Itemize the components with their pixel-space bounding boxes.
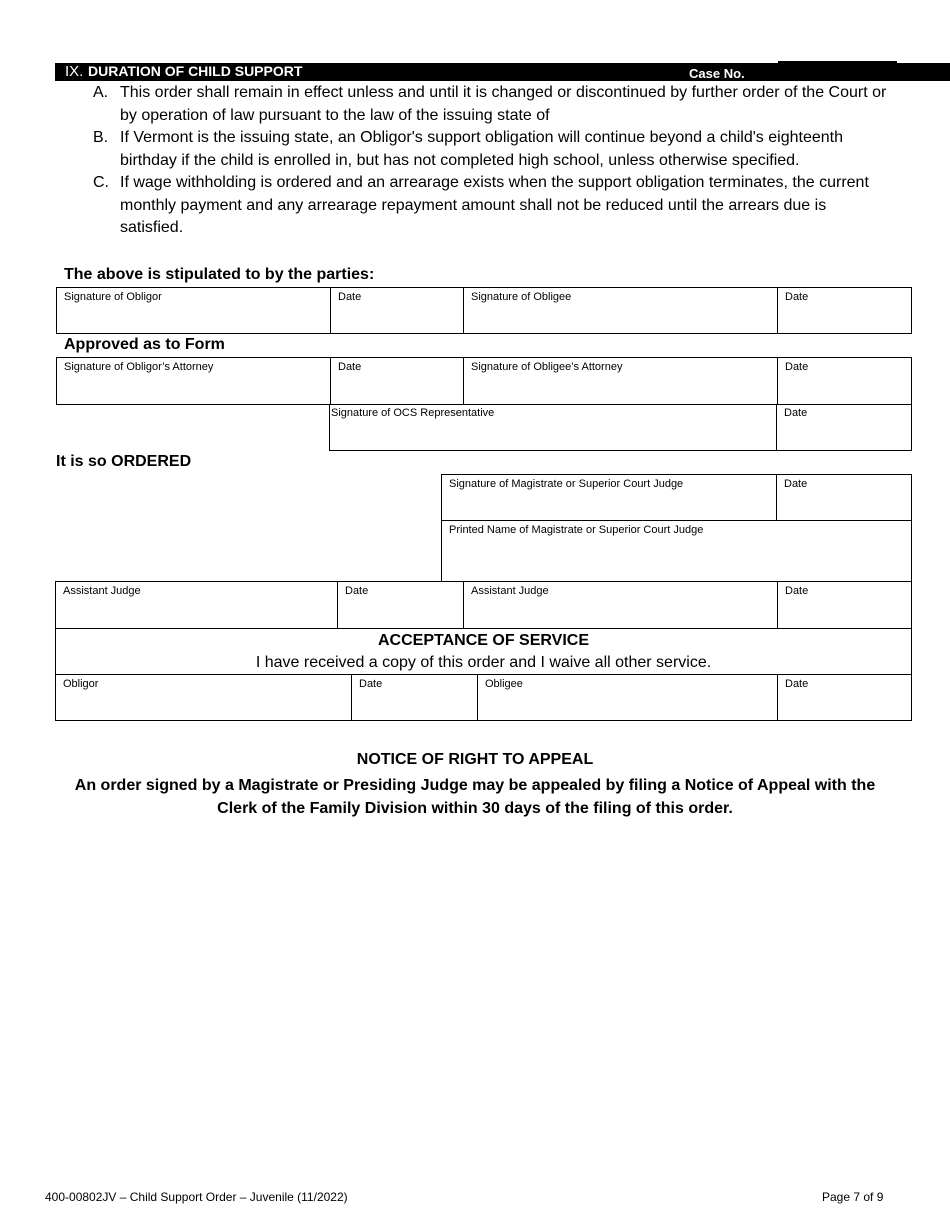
field-label: Assistant Judge bbox=[471, 585, 549, 597]
section-header-bar bbox=[55, 63, 950, 81]
field-label: Date bbox=[785, 361, 809, 373]
obligor-attorney-signature-field[interactable] bbox=[57, 358, 331, 404]
ocs-date-field[interactable] bbox=[777, 404, 911, 450]
field-label: Date bbox=[338, 361, 362, 373]
list-marker: A. bbox=[93, 84, 109, 101]
list-item-text: If Vermont is the issuing state, an Obligor's support obligation will continue beyond a child's eighteenth birthday if the child is enrolled in, but has not completed high school, unless otherwise specified. bbox=[120, 129, 843, 169]
approved-heading: Approved as to Form bbox=[64, 336, 225, 353]
field-label: Obligor bbox=[63, 678, 99, 690]
field-label: Signature of Magistrate or Superior Court Judge bbox=[449, 478, 684, 490]
field-label: Obligee bbox=[485, 678, 523, 690]
acceptance-of-service-box bbox=[55, 628, 912, 675]
magistrate-signature-table bbox=[441, 474, 912, 521]
magistrate-signature-field[interactable] bbox=[442, 475, 777, 520]
section-title: DURATION OF CHILD SUPPORT bbox=[88, 63, 303, 79]
obligee-attorney-date-field[interactable] bbox=[778, 358, 911, 404]
field-label: Date bbox=[785, 678, 809, 690]
obligor-acceptance-date-field[interactable] bbox=[352, 675, 478, 720]
list-item-text: This order shall remain in effect unless and until it is changed or discontinued by further order of the Court or by operation of law pursuant to the law of the issuing state of bbox=[120, 84, 887, 124]
field-label: Date bbox=[785, 585, 809, 597]
field-label: Signature of Obligee’s Attorney bbox=[471, 361, 623, 373]
assistant-judge-2-field[interactable] bbox=[464, 582, 778, 628]
magistrate-date-field[interactable] bbox=[777, 475, 911, 520]
assistant-judge-table bbox=[55, 581, 912, 629]
obligor-date-field[interactable] bbox=[331, 288, 464, 333]
obligor-attorney-date-field[interactable] bbox=[331, 358, 464, 404]
field-label: Signature of Obligor bbox=[64, 291, 162, 303]
list-marker: C. bbox=[93, 174, 109, 191]
list-item bbox=[93, 127, 893, 172]
list-marker: B. bbox=[93, 129, 109, 146]
magistrate-printed-name-field[interactable] bbox=[441, 520, 912, 582]
ordered-heading: It is so ORDERED bbox=[56, 453, 192, 470]
field-label: Printed Name of Magistrate or Superior Court Judge bbox=[449, 524, 704, 536]
obligor-signature-field[interactable] bbox=[57, 288, 331, 333]
stipulated-heading: The above is stipulated to by the parties: bbox=[64, 266, 375, 283]
acceptance-signature-table bbox=[55, 674, 912, 721]
obligee-signature-field[interactable] bbox=[464, 288, 778, 333]
field-label: Date bbox=[784, 478, 808, 490]
list-item bbox=[93, 82, 893, 127]
obligee-acceptance-field[interactable] bbox=[478, 675, 778, 720]
field-label: Date bbox=[359, 678, 383, 690]
field-label: Date bbox=[345, 585, 369, 597]
obligee-date-field[interactable] bbox=[778, 288, 911, 333]
form-id: 400-00802JV – Child Support Order – Juvenile (11/2022) bbox=[45, 1190, 348, 1204]
section-number: IX. bbox=[65, 63, 84, 80]
field-label: Signature of Obligor’s Attorney bbox=[64, 361, 214, 373]
obligee-acceptance-date-field[interactable] bbox=[778, 675, 911, 720]
acceptance-heading: ACCEPTANCE OF SERVICE bbox=[378, 632, 589, 649]
acceptance-text: I have received a copy of this order and I waive all other service. bbox=[255, 654, 712, 671]
assistant-judge-1-date-field[interactable] bbox=[338, 582, 464, 628]
approved-signature-table bbox=[56, 357, 912, 405]
duration-list bbox=[93, 82, 893, 240]
list-item-text: If wage withholding is ordered and an arrearage exists when the support obligation terminates, the current monthly payment and any arrearage repayment amount shall not be reduced until the arrears due is satisfied. bbox=[120, 174, 869, 236]
obligor-acceptance-field[interactable] bbox=[56, 675, 352, 720]
notice-text: An order signed by a Magistrate or Presiding Judge may be appealed by filing a Notice of Appeal with the Clerk of the Family Division within 30 days of the filing of this order. bbox=[74, 777, 876, 817]
notice-heading: NOTICE OF RIGHT TO APPEAL bbox=[356, 751, 594, 768]
assistant-judge-1-field[interactable] bbox=[56, 582, 338, 628]
field-label: Signature of Obligee bbox=[471, 291, 572, 303]
ocs-signature-field[interactable] bbox=[330, 404, 777, 450]
field-label: Date bbox=[784, 407, 808, 419]
field-label: Date bbox=[785, 291, 809, 303]
page-number: Page 7 of 9 bbox=[822, 1190, 884, 1204]
ocs-signature-table bbox=[329, 404, 912, 451]
obligee-attorney-signature-field[interactable] bbox=[464, 358, 778, 404]
field-label: Assistant Judge bbox=[63, 585, 141, 597]
stipulated-signature-table bbox=[56, 287, 912, 334]
field-label: Date bbox=[338, 291, 362, 303]
assistant-judge-2-date-field[interactable] bbox=[778, 582, 911, 628]
list-item bbox=[93, 172, 893, 240]
case-number-label: Case No. bbox=[689, 66, 745, 81]
field-label: Signature of OCS Representative bbox=[331, 407, 495, 419]
